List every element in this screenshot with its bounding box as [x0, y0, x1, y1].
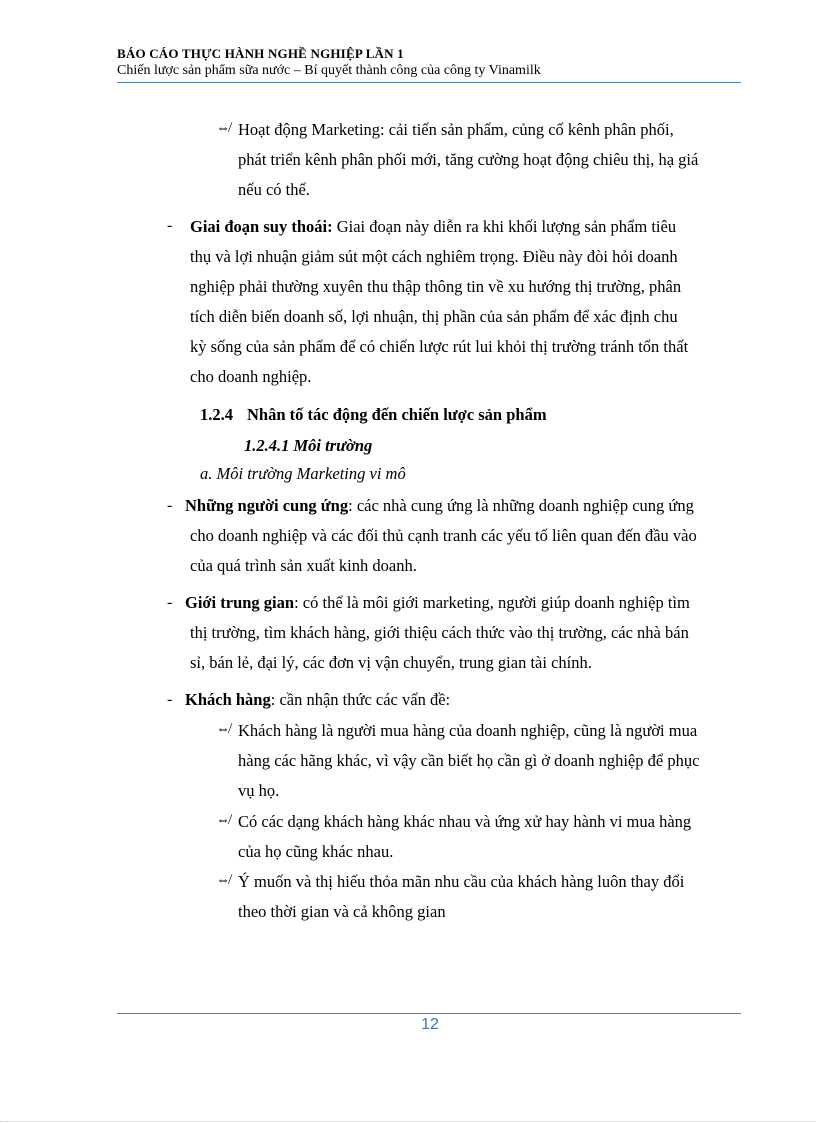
decline-stage-paragraph [190, 212, 738, 392]
dash-bullet: - [167, 497, 173, 514]
text-line: của quá trình sản xuất kinh doanh. [190, 556, 417, 575]
arrow-bullet-icon: ⇎ [216, 873, 230, 888]
customer-item [238, 716, 738, 806]
intermediaries-label: Giới trung gian [185, 593, 295, 612]
text-line: tích diễn biến doanh số, lợi nhuận, thị phần của sản phẩm để xác định chu [190, 307, 678, 326]
text-line: Hoạt động Marketing: cải tiến sản phẩm, củng cố kênh phân phối, [238, 120, 674, 139]
page-number: 12 [421, 1016, 439, 1033]
customer-item [238, 807, 738, 867]
text-line: Ý muốn và thị hiếu thỏa mãn nhu cầu của khách hàng luôn thay đổi [238, 872, 685, 891]
section-title: Nhân tố tác động đến chiến lược sản phẩm [247, 405, 547, 424]
section-heading-1-2-4 [200, 405, 547, 425]
section-heading-a: a. Môi trường Marketing vi mô [200, 464, 406, 483]
text-line: nghiệp phải thường xuyên thu thập thông tin về xu hướng thị trường, phân [190, 277, 682, 296]
page-header [117, 46, 741, 79]
footer-rule [117, 1013, 741, 1014]
customers-label: Khách hàng [185, 690, 271, 709]
marketing-activity-item [238, 115, 738, 205]
header-title: BÁO CÁO THỰC HÀNH NGHỀ NGHIỆP LẦN 1 [117, 46, 404, 61]
suppliers-label: Những người cung ứng [185, 496, 349, 515]
customers-paragraph [185, 685, 733, 715]
text-line: Giới trung gian: có thể là môi giới marketing, người giúp doanh nghiệp tìm [185, 593, 690, 612]
header-subtitle: Chiến lược sản phẩm sữa nước – Bí quyết thành công của công ty Vinamilk [117, 63, 541, 78]
text-line: thị trường, tìm khách hàng, giới thiệu cách thức vào thị trường, các nhà bán [190, 623, 689, 642]
text-line: cho doanh nghiệp và các đối thủ cạnh tranh các yếu tố liên quan đến đầu vào [190, 526, 697, 545]
arrow-bullet-icon: ⇎ [216, 121, 230, 136]
text-line: hàng các hãng khác, vì vậy cần biết họ cần gì ở doanh nghiệp để phục [238, 751, 700, 770]
text-line: Những người cung ứng: các nhà cung ứng là những doanh nghiệp cung ứng [185, 496, 694, 515]
customer-item [238, 867, 738, 927]
dash-bullet: - [167, 691, 173, 708]
arrow-bullet-icon: ⇎ [216, 722, 230, 737]
text-line: sỉ, bán lẻ, đại lý, các đơn vị vận chuyển, trung gian tài chính. [190, 653, 592, 672]
text-line: vụ họ. [238, 781, 280, 800]
decline-label: Giai đoạn suy thoái: [190, 217, 333, 236]
suppliers-paragraph [185, 491, 738, 581]
text-line: nếu có thể. [238, 180, 310, 199]
header-rule [117, 82, 741, 83]
text-line: Khách hàng: cần nhận thức các vấn đề: [185, 690, 451, 709]
text-line: Giai đoạn suy thoái: Giai đoạn này diễn ra khi khối lượng sản phẩm tiêu [190, 217, 677, 236]
text-line: Có các dạng khách hàng khác nhau và ứng xử hay hành vi mua hàng [238, 812, 692, 831]
dash-bullet: - [167, 594, 173, 611]
dash-bullet: - [167, 217, 173, 234]
text-line: Khách hàng là người mua hàng của doanh nghiệp, cũng là người mua [238, 721, 698, 740]
text-line: kỳ sống của sản phẩm để có chiến lược rút lui khỏi thị trường tránh tổn thất [190, 337, 689, 356]
section-heading-1-2-4-1: 1.2.4.1 Môi trường [244, 436, 373, 455]
text-line: phát triển kênh phân phối mới, tăng cường hoạt động chiêu thị, hạ giá [238, 150, 699, 169]
page-edge-divider [0, 1121, 816, 1122]
section-number: 1.2.4 [200, 405, 233, 424]
intermediaries-paragraph [185, 588, 733, 678]
text-line: thụ và lợi nhuận giảm sút một cách nghiêm trọng. Điều này đòi hỏi doanh [190, 247, 678, 266]
text-line: cho doanh nghiệp. [190, 367, 312, 386]
text-line: theo thời gian và cả không gian [238, 902, 446, 921]
text-line: của họ cũng khác nhau. [238, 842, 394, 861]
arrow-bullet-icon: ⇎ [216, 813, 230, 828]
